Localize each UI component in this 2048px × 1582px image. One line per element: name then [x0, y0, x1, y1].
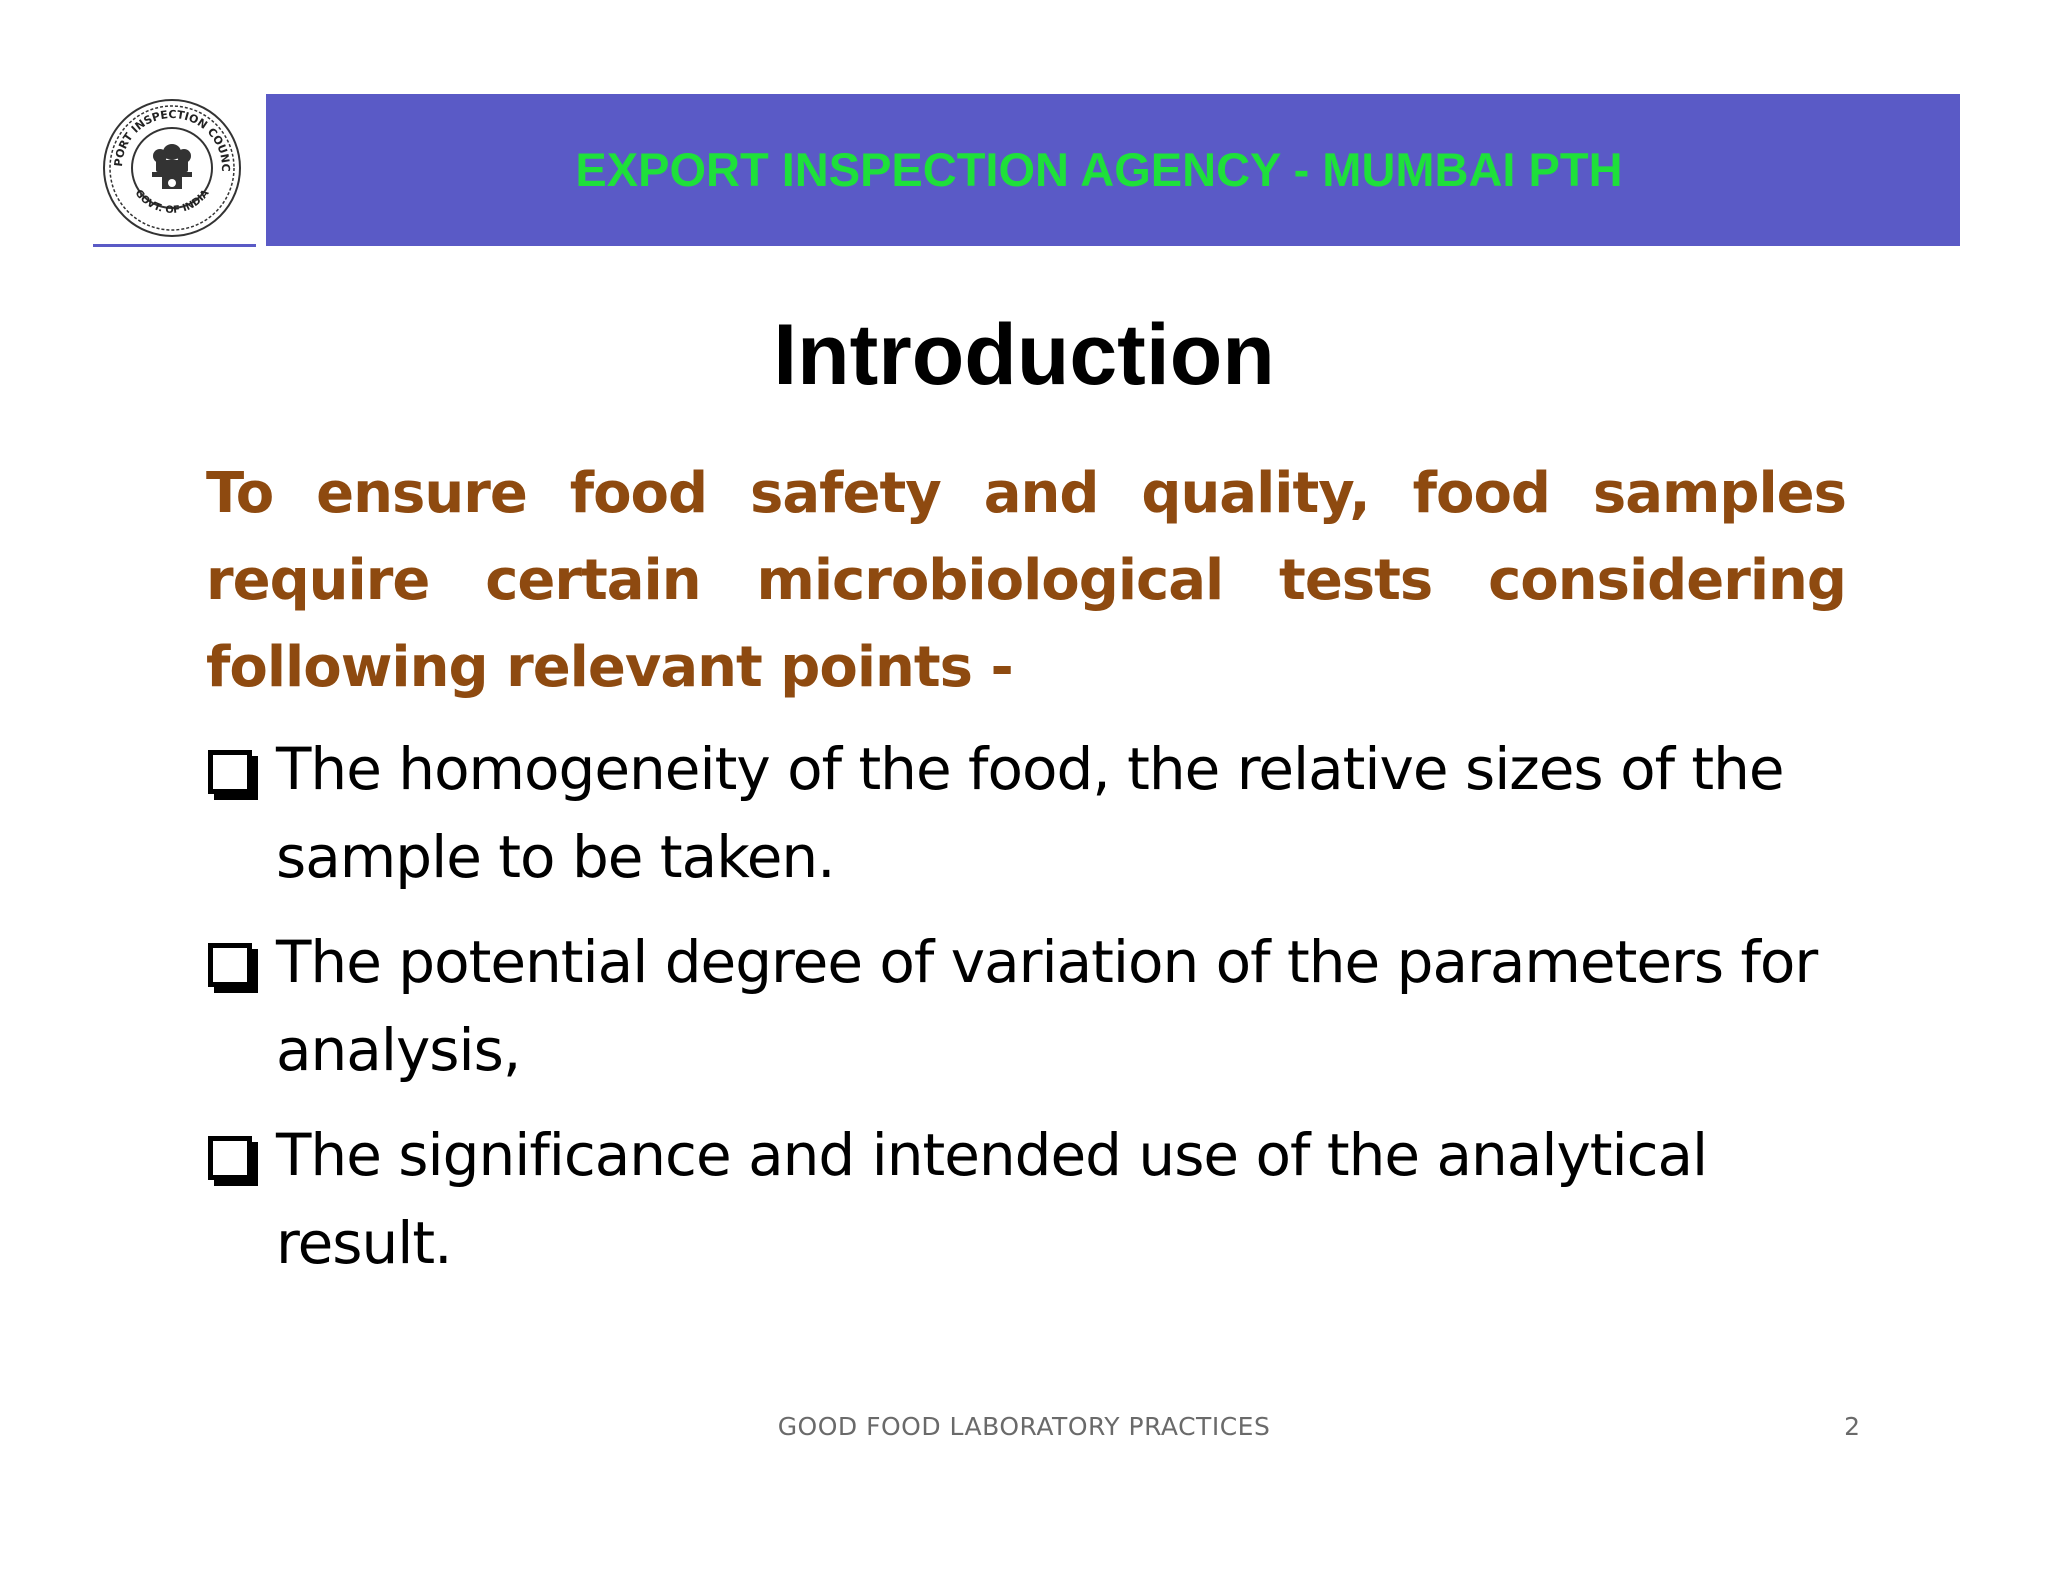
seal-ring-text-top: PORT INSPECTION COUNC	[111, 107, 233, 172]
bullet-item	[206, 1111, 1846, 1287]
bullet-text: The significance and intended use of the analytical result.	[276, 1121, 1708, 1277]
slide-title: Introduction	[773, 307, 1275, 403]
page-number: 2	[1844, 1412, 1860, 1441]
bullet-list	[206, 725, 1846, 1304]
bullet-text: The potential degree of variation of the parameters for analysis,	[276, 928, 1818, 1084]
footer-text: GOOD FOOD LABORATORY PRACTICES	[777, 1412, 1271, 1441]
seal-ring-text-bottom: GOVT. OF INDIA	[132, 187, 212, 217]
checkbox-icon	[208, 1136, 252, 1180]
checkbox-icon	[208, 750, 252, 794]
emblem-logo-icon	[100, 96, 244, 240]
intro-paragraph: To ensure food safety and quality, food samples require certain microbiological tests considering following relevant points -	[206, 461, 1846, 700]
bullet-text: The homogeneity of the food, the relative sizes of the sample to be taken.	[276, 735, 1784, 891]
checkbox-icon	[208, 943, 252, 987]
header-title: EXPORT INSPECTION AGENCY - MUMBAI PTH	[575, 143, 1623, 196]
bullet-item	[206, 918, 1846, 1094]
logo-underline	[93, 244, 256, 247]
bullet-item	[206, 725, 1846, 901]
